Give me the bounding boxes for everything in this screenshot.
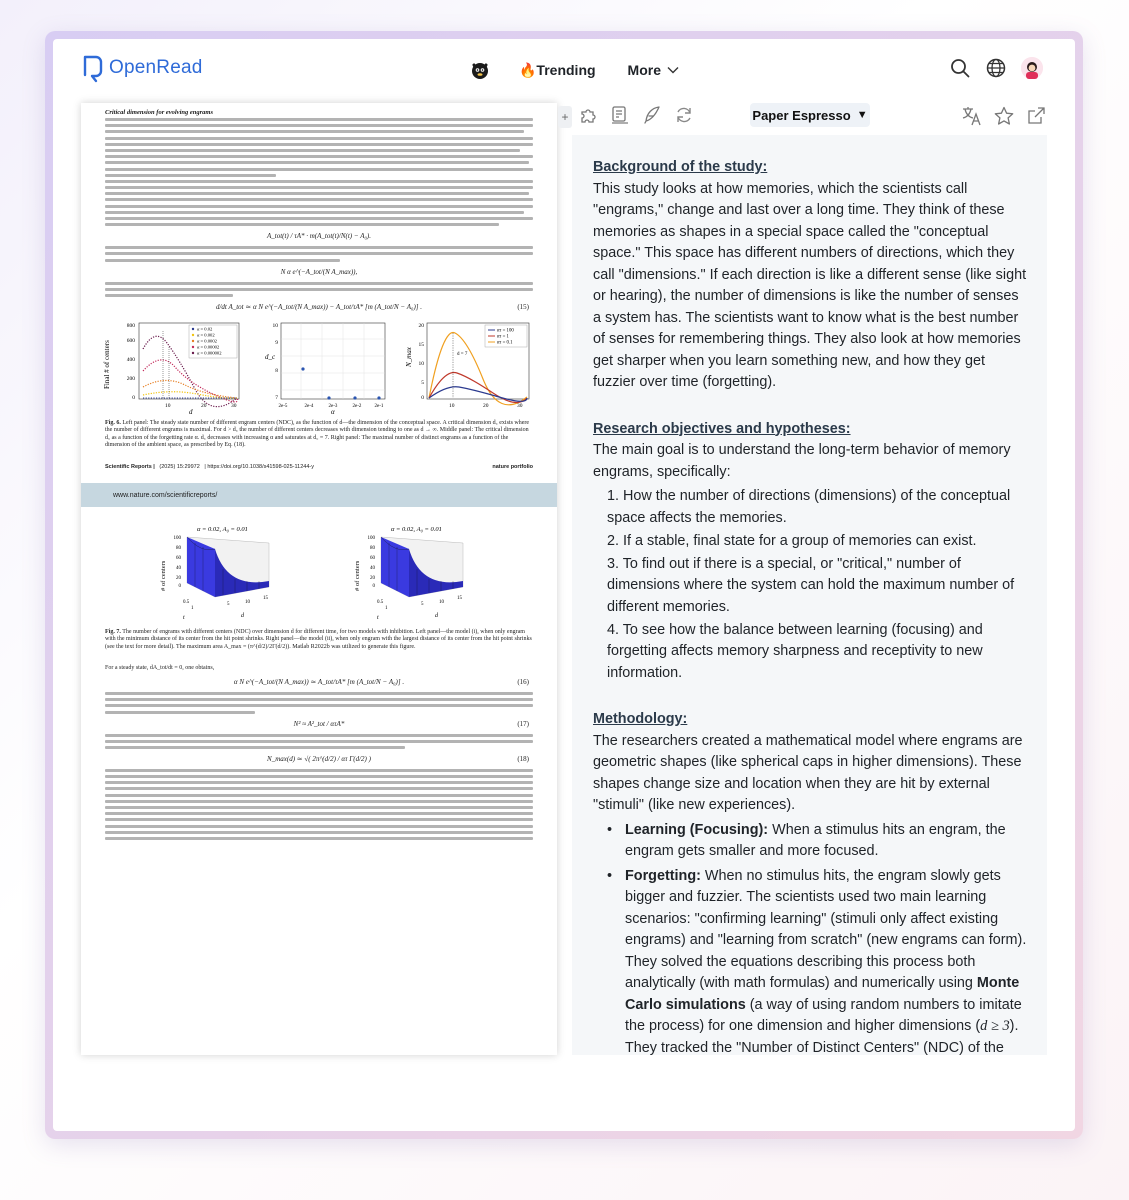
- methodology-intro: The researchers created a mathematical model where engrams are geometric shapes (like spherical caps in higher dimensions). These shapes change size and location when they are hit by external "stimuli" (like new experiences).: [593, 732, 1023, 813]
- pdf-paragraph: [105, 246, 533, 261]
- fig7-left-surface-plot: [157, 523, 287, 623]
- objectives-list: [593, 486, 1029, 684]
- methodology-title: Methodology:: [593, 711, 688, 727]
- svg-text:400: 400: [126, 356, 135, 363]
- svg-text:5: 5: [421, 601, 424, 607]
- fig6-caption-label: Fig. 6.: [105, 419, 121, 426]
- tracked-text: They tracked the "Number of Distinct Centers" (NDC) of the: [625, 1039, 1004, 1056]
- pdf-equation: N α e^(−A_tot/(N A_max)),: [280, 267, 358, 276]
- expand-button[interactable]: +: [558, 106, 572, 128]
- pdf-paragraph: [105, 692, 533, 714]
- top-nav: [53, 39, 1075, 111]
- fig6-right-ylabel: N_max: [405, 347, 413, 367]
- list-item: 2. If a stable, final state for a group of memories can exist.: [607, 532, 977, 549]
- nav-center: [469, 59, 679, 81]
- methodology-list: [593, 820, 1029, 1060]
- svg-text:5: 5: [421, 379, 424, 386]
- svg-text:2e-4: 2e-4: [304, 403, 314, 409]
- svg-text:10: 10: [439, 599, 444, 605]
- svg-text:20: 20: [483, 402, 489, 409]
- mode-select-value: Paper Espresso: [752, 107, 851, 123]
- pdf-page-2: [81, 507, 557, 840]
- fig7-left-title: α = 0.02, A₀ = 0.01: [197, 525, 248, 533]
- fig7-left-ylabel: # of centers: [160, 560, 167, 591]
- svg-text:α = 0.02: α = 0.02: [197, 326, 213, 332]
- pdf-paragraph: [105, 282, 533, 297]
- puzzle-icon[interactable]: [577, 102, 599, 128]
- svg-text:t: t: [377, 614, 379, 621]
- refresh-icon[interactable]: [673, 102, 695, 128]
- eq18-text: N_max(d) ≃ √( 2π^(d/2) / ατ Γ(d/2) ): [267, 754, 371, 763]
- svg-text:ατ = 100: ατ = 100: [497, 328, 514, 334]
- svg-text:ατ = 1: ατ = 1: [497, 334, 509, 340]
- svg-text:15: 15: [457, 595, 462, 601]
- svg-text:10: 10: [245, 599, 250, 605]
- list-item: [607, 866, 1029, 1060]
- learning-label: Learning (Focusing):: [625, 821, 769, 838]
- mode-select[interactable]: [750, 103, 870, 127]
- svg-text:800: 800: [126, 322, 135, 329]
- fig6-left-xlabel: d: [189, 407, 193, 416]
- trending-link[interactable]: 🔥Trending: [519, 61, 596, 78]
- objectives-section: [593, 419, 1029, 685]
- svg-text:40: 40: [176, 565, 181, 571]
- svg-text:100: 100: [367, 535, 375, 541]
- fig6-caption: [105, 420, 533, 450]
- svg-text:0.5: 0.5: [377, 599, 384, 605]
- svg-text:30: 30: [517, 402, 523, 409]
- list-item: 4. To see how the balance between learning (focusing) and forgetting affects memory sharpness and receptivity to new information.: [607, 621, 983, 681]
- background-section: [593, 157, 1029, 394]
- mascot-icon[interactable]: [469, 59, 491, 81]
- fig6-left-ylabel: Final # of centers: [103, 340, 111, 389]
- pdf-paragraph: [105, 734, 533, 749]
- svg-text:7: 7: [275, 394, 278, 401]
- svg-text:0: 0: [372, 583, 375, 589]
- learning-text: When a stimulus hits an engram, the engram gets smaller and more focused.: [625, 821, 1006, 859]
- translate-icon[interactable]: [961, 103, 983, 129]
- svg-text:80: 80: [176, 545, 181, 551]
- methodology-section: [593, 709, 1029, 1059]
- forgetting-text-3: ).: [1009, 1018, 1019, 1034]
- svg-text:20: 20: [418, 322, 424, 329]
- steady-state-text: For a steady state, dA_tot/dt = 0, one obtains,: [105, 665, 215, 672]
- background-title: Background of the study:: [593, 159, 768, 175]
- forgetting-label: Forgetting:: [625, 867, 701, 884]
- list-item: 3. To find out if there is a special, or "critical," number of dimensions where the system can hold the maximum number of different memories.: [607, 555, 1015, 615]
- nav-right: [949, 57, 1043, 79]
- logo[interactable]: [81, 54, 203, 82]
- svg-text:1: 1: [385, 605, 388, 611]
- eq16-number: (16): [517, 677, 529, 686]
- eq15-text: d/dt A_tot ≃ α N e^(−A_tot/(N A_max)) − A_tot/τA* [m (A_tot/N − A₀)] .: [215, 302, 423, 311]
- fig6-left-plot: [105, 319, 245, 414]
- more-menu[interactable]: [628, 62, 679, 78]
- figure-7: [125, 523, 513, 623]
- caret-down-icon: ▼: [856, 109, 868, 121]
- svg-text:α = 0.00002: α = 0.00002: [197, 344, 220, 350]
- svg-text:10: 10: [165, 402, 171, 409]
- svg-text:d: d: [435, 612, 438, 619]
- summary-panel[interactable]: [572, 135, 1047, 1055]
- svg-text:30: 30: [231, 402, 237, 409]
- svg-text:0: 0: [132, 394, 135, 401]
- eq15-number: (15): [517, 302, 529, 311]
- fig7-right-title: α = 0.02, A₀ = 0.01: [391, 525, 442, 533]
- app-window: [53, 39, 1075, 1131]
- svg-text:8: 8: [275, 367, 278, 374]
- background-text: This study looks at how memories, which the scientists call "engrams," change and last over a long time. They think of these memories as shapes in a special space called the "conceptual space." This space has different numbers of directions, which they call "dimensions." If each direction is like a different sense (like sight or hearing), the number of dimensions is like the number of senses a system has. The scientists want to know what is the best number of senses for remembering things. They also look at how memories get sharper when you learn something new, and how they get fuzzier over time (forgetting).: [593, 180, 1027, 390]
- more-label: More: [627, 62, 661, 78]
- svg-text:60: 60: [370, 555, 375, 561]
- pdf-viewer[interactable]: [81, 103, 557, 1055]
- footer-journal: Scientific Reports | (2025) 15:29972 | https://doi.org/10.1038/s41598-025-11244-y: [105, 463, 314, 470]
- pdf-equation-15: [105, 303, 533, 311]
- external-link-icon[interactable]: [1025, 103, 1047, 129]
- fig6-mid-xlabel: α: [331, 407, 335, 416]
- objectives-intro: The main goal is to understand the long-term behavior of memory engrams, specifically:: [593, 442, 1011, 480]
- forgetting-text: When no stimulus hits, the engram slowly gets bigger and fuzzier. The scientists used two main learning scenarios: "confirming learning" (stimuli only affect existing engrams) and "learning from scratch" (new engrams can form). They solved the equations describing this process both analytically (with math formulas) and numerically using: [625, 867, 1027, 991]
- svg-text:15: 15: [418, 341, 424, 348]
- fig7-right-surface-plot: [351, 523, 481, 623]
- globe-icon[interactable]: [985, 57, 1007, 79]
- svg-text:0: 0: [178, 583, 181, 589]
- svg-text:0.5: 0.5: [183, 599, 190, 605]
- pdf-paragraph: [105, 118, 533, 226]
- notes-icon[interactable]: [609, 102, 631, 128]
- svg-text:10: 10: [418, 360, 424, 367]
- svg-text:80: 80: [370, 545, 375, 551]
- pdf-equation-18: [105, 755, 533, 763]
- svg-text:10: 10: [272, 322, 278, 329]
- svg-text:t: t: [183, 614, 185, 621]
- svg-text:1: 1: [191, 605, 194, 611]
- figure-6: [105, 319, 533, 414]
- pdf-equation-16: [105, 678, 533, 686]
- page-header-band: www.nature.com/scientificreports/: [81, 483, 557, 507]
- svg-text:ατ = 0.1: ατ = 0.1: [497, 340, 513, 346]
- avatar[interactable]: [1021, 57, 1043, 79]
- svg-text:5: 5: [227, 601, 230, 607]
- eq17-number: (17): [517, 719, 529, 728]
- fig6-middle-plot: [259, 319, 389, 414]
- tool-icons: [577, 102, 695, 128]
- fig6-caption-text: Left panel: The steady state number of different engram centers (NDC), as the function of d—the dimension of the conceptual space. A critical dimension d꜀ exists where the number of different engrams is maximal. For d > d꜀ the number of different centers decreases with dimension tending to one as d → ∞. Middle panel: The critical dimension d꜀ as a function of the forgetting rate α. d꜀ decreases with increasing α and saturates at d꜀ = 7. Right panel: The maximal number of distinct engrams as a function of the dimension of the ambient space, as prescribed by Eq. (18).: [105, 419, 530, 449]
- forgetting-text-2: (a way of using random numbers to imitate the process) for one dimension and higher dimensions (: [625, 996, 1022, 1034]
- svg-text:20: 20: [370, 575, 375, 581]
- fig7-caption-label: Fig. 7.: [105, 628, 121, 635]
- pdf-paragraph: [105, 769, 533, 840]
- eq17-text: N² ≈ A²_tot / ατA*: [293, 719, 345, 728]
- star-icon[interactable]: [993, 103, 1015, 129]
- svg-text:α = 0.000002: α = 0.000002: [197, 350, 222, 356]
- dimension-math: d ≥ 3: [980, 1018, 1010, 1034]
- footer-brand: nature portfolio: [492, 463, 533, 470]
- svg-text:9: 9: [275, 339, 278, 346]
- fig6-mid-ylabel: d_c: [265, 352, 276, 361]
- svg-text:100: 100: [173, 535, 181, 541]
- svg-text:15: 15: [263, 595, 268, 601]
- svg-text:40: 40: [370, 565, 375, 571]
- pdf-page-footer: [105, 464, 533, 478]
- svg-text:10: 10: [449, 402, 455, 409]
- app-name: OpenRead: [109, 57, 203, 78]
- objectives-title: Research objectives and hypotheses:: [593, 420, 851, 437]
- search-icon[interactable]: [949, 57, 971, 79]
- svg-text:2e-2: 2e-2: [352, 403, 362, 409]
- quill-icon[interactable]: [641, 102, 663, 128]
- list-item: [607, 820, 1029, 863]
- openread-logo-icon: [81, 54, 105, 82]
- svg-text:α = 0.002: α = 0.002: [197, 332, 215, 338]
- app-frame: [45, 31, 1083, 1139]
- fig6-right-plot: [403, 319, 533, 414]
- svg-text:α = 0.0002: α = 0.0002: [197, 338, 217, 344]
- pdf-section-heading: Critical dimension for evolving engrams: [105, 109, 213, 116]
- pdf-equation-17: [105, 720, 533, 728]
- monte-carlo-term: Monte Carlo simulations: [625, 975, 1020, 1013]
- chevron-down-icon: [667, 66, 679, 74]
- svg-text:2e-5: 2e-5: [278, 403, 288, 409]
- eq18-number: (18): [517, 754, 529, 763]
- svg-text:200: 200: [126, 375, 135, 382]
- svg-text:20: 20: [176, 575, 181, 581]
- eq16-text: α N e^(−A_tot/(N A_max)) ≃ A_tot/τA* [m (A_tot/N − A₀)] .: [233, 677, 405, 686]
- fig7-caption: [105, 629, 533, 652]
- tool-icons-right: [961, 103, 1047, 129]
- svg-text:d = 7: d = 7: [457, 351, 468, 357]
- svg-text:d: d: [241, 612, 244, 619]
- svg-text:0: 0: [421, 394, 424, 401]
- fig7-caption-text: The number of engrams with different centers (NDC) over dimension d for different time, for two models with inhibition. Left panel—the model (i), when only engram with the minimum distance of its center from the hit point shrinks. Right panel—the model (ii), when only engram with the largest distance of its center from the hit point shrinks (see the text for more detail). The maximum area A_max = (π^(d/2)/2Γ(d/2)). Matlab R2022b was utilized to generate this figure.: [105, 628, 532, 650]
- svg-text:20: 20: [201, 402, 207, 409]
- svg-text:60: 60: [176, 555, 181, 561]
- pdf-equation: A_tot(t) / τA* · m(A_tot(t)/N(t) − A₀).: [266, 232, 371, 241]
- svg-text:2e-3: 2e-3: [328, 403, 338, 409]
- svg-text:600: 600: [126, 337, 135, 344]
- list-item: 1. How the number of directions (dimensions) of the conceptual space affects the memories.: [607, 488, 1011, 526]
- fig7-right-ylabel: # of centers: [354, 560, 361, 591]
- pdf-page-1: [81, 103, 557, 478]
- svg-text:2e-1: 2e-1: [374, 403, 384, 409]
